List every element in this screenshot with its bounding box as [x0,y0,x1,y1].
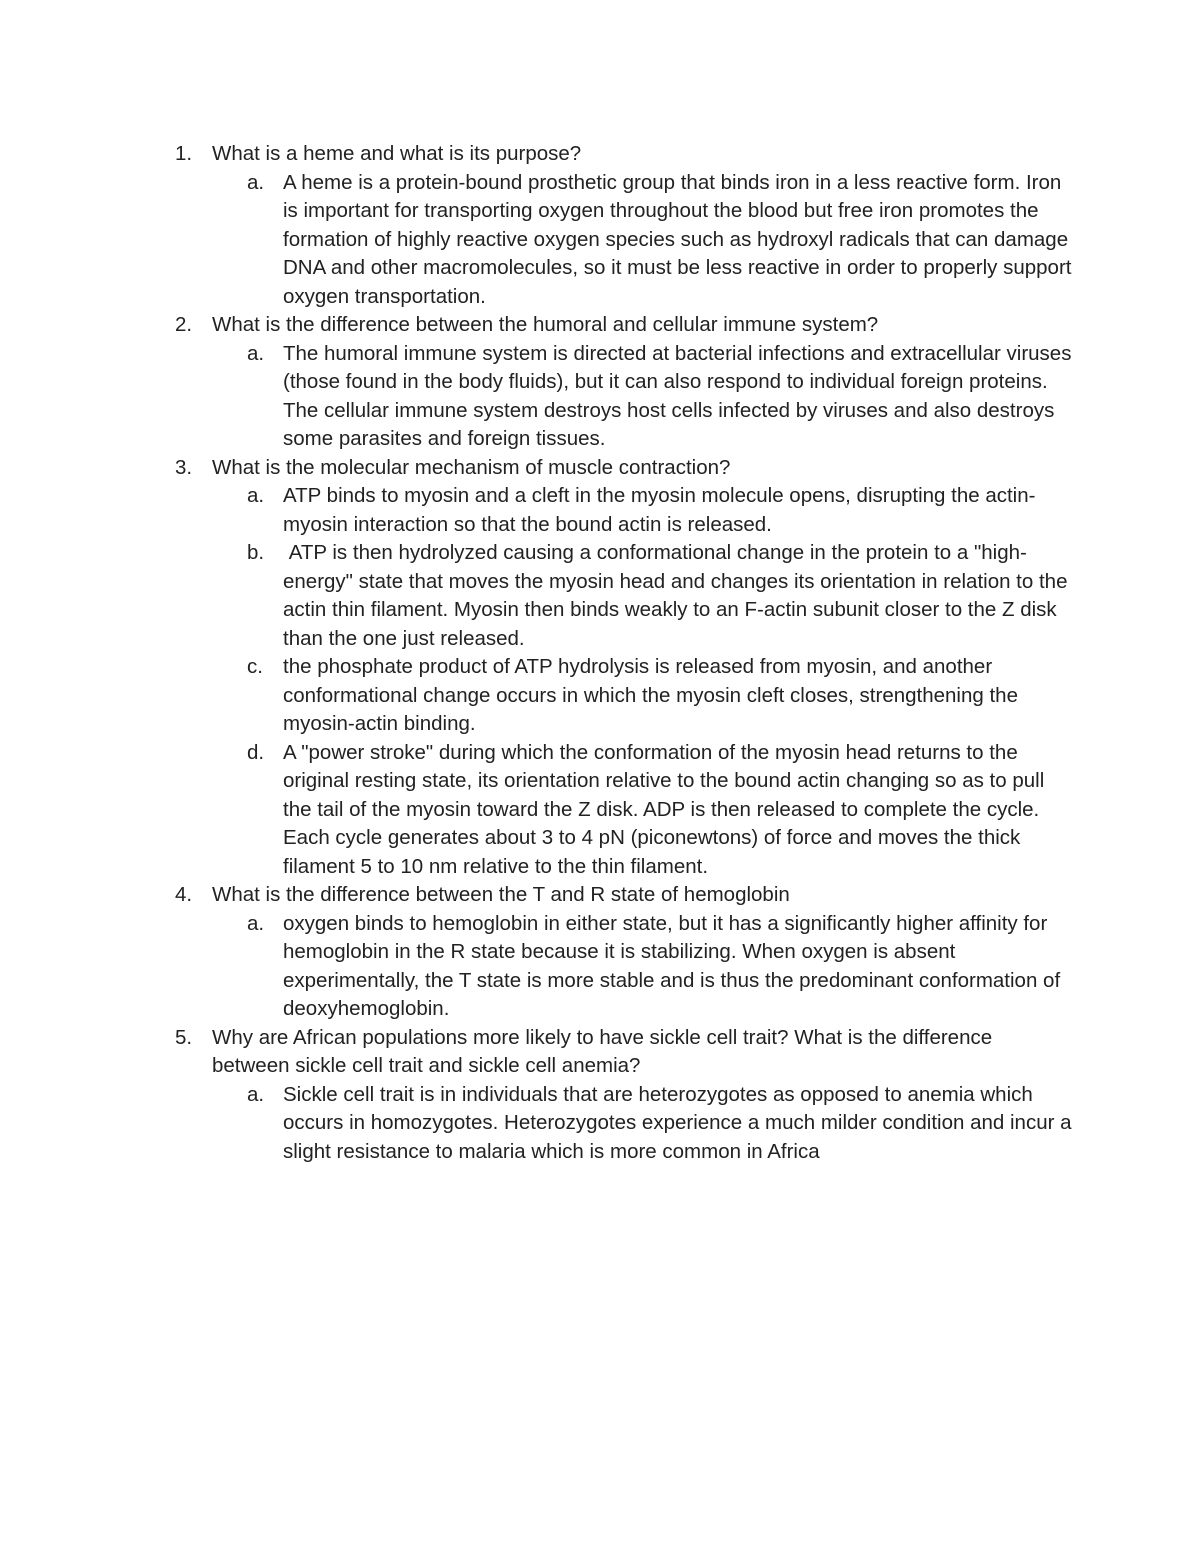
question-item [0,454,1072,483]
answer-text: ATP is then hydrolyzed causing a conformational change in the protein to a "high-energy" state that moves the myosin head and changes its orientation in relation to the actin thin filament. Myosin then binds weakly to an F-actin subunit closer to the Z disk than the one just released. [283,541,1074,650]
answer-text: oxygen binds to hemoglobin in either state, but it has a significantly higher affinity for hemoglobin in the R state because it is stabilizing. When oxygen is absent experimentally, the T state is more stable and is thus the predominant conformation of deoxyhemoglobin. [283,911,1061,1020]
answer-text: A "power stroke" during which the conformation of the myosin head returns to the original resting state, its orientation relative to the bound actin changing so as to pull the tail of the myosin toward the Z disk. ADP is then released to complete the cycle. Each cycle generates about 3 to 4 pN (piconewtons) of force and moves the thick filament 5 to 10 nm relative to the thin filament. [283,740,1045,878]
answer-text: the phosphate product of ATP hydrolysis is released from myosin, and another conformational change occurs in which the myosin cleft closes, strengthening the myosin-actin binding. [283,655,1018,735]
question-item [0,1024,1072,1081]
question-text: What is the difference between the T and R state of hemoglobin [212,883,790,906]
answer-letter: a. [247,170,265,194]
question-number: 2. [175,313,193,336]
answer-text: The humoral immune system is directed at bacterial infections and extracellular viruses (those found in the body fluids), but it can also respond to individual foreign proteins. The cellular immune system destroys host cells infected by viruses and also destroys some parasites and foreign tissues. [283,341,1072,450]
question-text: What is a heme and what is its purpose? [212,142,582,165]
answer-letter: a. [247,911,265,935]
answer-item [0,482,1073,539]
answer-item [0,653,1073,739]
answer-letter: a. [247,484,265,507]
question-number: 3. [175,455,193,479]
answer-item [0,340,1073,454]
answer-item [0,169,1073,312]
question-item [0,140,1072,169]
question-item [0,311,1072,340]
answer-text: Sickle cell trait is in individuals that are heterozygotes as opposed to anemia which occurs in homozygotes. Heterozygotes experience a much milder condition and incur a slight resistance to malaria which is more common in Africa [283,1082,1072,1163]
answer-letter: d. [247,740,265,764]
answer-letter: a. [247,1082,265,1106]
answer-letter: a. [247,341,265,365]
question-text: Why are African populations more likely to have sickle cell trait? What is the difference between sickle cell trait and sickle cell anemia? [212,1025,993,1077]
question-number: 1. [175,142,193,165]
question-list [0,140,1200,1166]
question-number: 5. [175,1025,193,1049]
answer-letter: b. [247,541,265,564]
answer-letter: c. [247,655,263,678]
question-number: 4. [175,883,193,906]
answer-text: A heme is a protein-bound prosthetic group that binds iron in a less reactive form. Iron is important for transporting oxygen throughout the blood but free iron promotes the formation of highly reactive oxygen species such as hydroxyl radicals that can damage DNA and other macromolecules, so it must be less reactive in order to properly support oxygen transportation. [283,170,1072,308]
answer-item [0,539,1073,653]
question-item [0,881,1072,910]
answer-text: ATP binds to myosin and a cleft in the myosin molecule opens, disrupting the actin-myosin interaction so that the bound actin is released. [283,484,1036,536]
answer-item [0,739,1073,882]
answer-item [0,1081,1073,1167]
question-text: What is the difference between the humoral and cellular immune system? [212,313,879,336]
question-text: What is the molecular mechanism of muscle contraction? [212,455,731,479]
answer-item [0,910,1073,1024]
